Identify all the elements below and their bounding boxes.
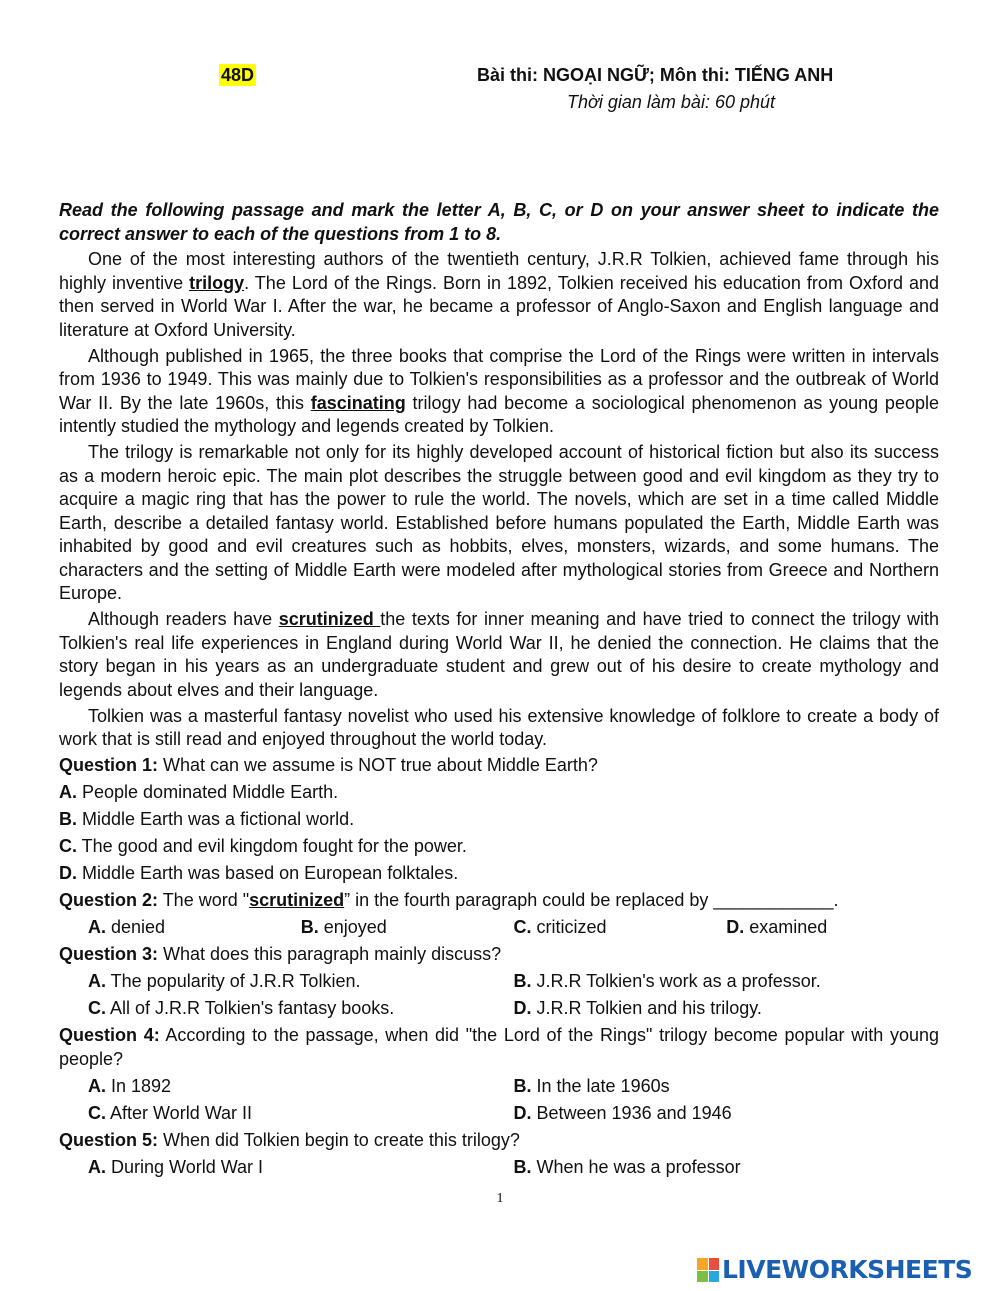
option-text: Middle Earth was a fictional world.	[77, 809, 355, 829]
option-text: J.R.R Tolkien's work as a professor.	[531, 971, 821, 991]
liveworksheets-logo-icon	[697, 1258, 719, 1282]
question-text: What can we assume is NOT true about Middle Earth?	[158, 755, 598, 775]
option-letter: D.	[59, 863, 77, 883]
option-text: Between 1936 and 1946	[531, 1102, 732, 1123]
question-text: The word "	[158, 890, 250, 910]
exam-code: 48D	[221, 65, 255, 85]
option-letter: A.	[88, 971, 106, 991]
q2-option-d[interactable]	[726, 916, 939, 940]
q3-option-a[interactable]	[88, 970, 514, 994]
question-label: Question 4:	[59, 1025, 160, 1045]
question-1	[59, 754, 939, 778]
option-letter: A.	[88, 917, 106, 937]
question-3	[59, 943, 939, 967]
option-letter: A.	[88, 1156, 106, 1177]
passage-text: One of the most interesting authors of the twentieth century, J.R.R Tolkien, achieved fame through his highly inventive	[59, 249, 939, 293]
option-text: In 1892	[106, 1075, 172, 1096]
q2-option-a[interactable]	[88, 916, 301, 940]
option-text: After World War II	[106, 1102, 253, 1123]
q1-option-c[interactable]	[59, 835, 939, 859]
q3-option-c[interactable]	[88, 997, 514, 1021]
passage-paragraph-2	[59, 345, 939, 439]
option-text: All of J.R.R Tolkien's fantasy books.	[106, 998, 395, 1018]
option-text: denied	[106, 917, 166, 937]
q2-option-b[interactable]	[301, 916, 514, 940]
option-text: In the late 1960s	[531, 1075, 670, 1096]
question-label: Question 3:	[59, 944, 159, 964]
option-text: criticized	[531, 917, 607, 937]
option-text: People dominated Middle Earth.	[77, 782, 339, 802]
option-text: J.R.R Tolkien and his trilogy.	[531, 998, 762, 1018]
q1-option-a[interactable]	[59, 781, 939, 805]
option-letter: C.	[513, 917, 532, 937]
q2-options	[59, 916, 939, 940]
q4-option-d[interactable]	[514, 1102, 940, 1126]
q3-options-row-2	[59, 997, 939, 1021]
option-letter: B.	[513, 971, 532, 991]
option-letter: D.	[513, 998, 532, 1018]
keyword-trilogy: trilogy	[189, 272, 245, 293]
brand-name: LIVEWORKSHEETS	[722, 1255, 973, 1284]
question-label: Question 5:	[59, 1129, 159, 1150]
q3-option-b[interactable]	[514, 970, 940, 994]
question-text: According to the passage, when did "the Lord of the Rings" trilogy become popular with young people?	[59, 1025, 939, 1069]
passage-text: the texts for inner meaning and have tried to connect the trilogy with Tolkien's real life experiences in England during World War II, he denied the connection. He claims that the story began in his years as an undergraduate student and grew out of his desire to create mythology and legends about elves and their language.	[59, 609, 939, 700]
option-letter: A.	[88, 1075, 106, 1096]
option-letter: C.	[59, 836, 77, 856]
q4-options-row-2	[59, 1102, 939, 1126]
q5-options-row-1	[59, 1156, 939, 1180]
q3-option-d[interactable]	[514, 997, 940, 1021]
option-text: The popularity of J.R.R Tolkien.	[106, 971, 361, 991]
q4-option-c[interactable]	[88, 1102, 514, 1126]
q5-option-b[interactable]	[514, 1156, 940, 1180]
worksheet-content	[59, 199, 939, 1183]
question-2	[59, 889, 939, 913]
q1-option-d[interactable]	[59, 862, 939, 886]
question-label: Question 1:	[59, 755, 159, 775]
question-text: ” in the fourth paragraph could be replaced by ____________.	[344, 890, 839, 910]
q4-options-row-1	[59, 1075, 939, 1099]
option-letter: D.	[726, 917, 745, 937]
question-4	[59, 1024, 939, 1071]
option-text: examined	[744, 917, 828, 937]
option-text: During World War I	[106, 1156, 264, 1177]
instructions: Read the following passage and mark the letter A, B, C, or D on your answer sheet to indicate the correct answer to each of the questions from 1 to 8.	[59, 200, 939, 244]
option-letter: B.	[513, 1156, 532, 1177]
page-number: 1	[496, 1191, 504, 1206]
liveworksheets-brand[interactable]	[697, 1255, 972, 1285]
option-text: When he was a professor	[531, 1156, 741, 1177]
question-5	[59, 1129, 939, 1153]
passage-paragraph-3: The trilogy is remarkable not only for its highly developed account of historical fiction but also its success as a modern heroic epic. The main plot describes the struggle between good and evil kingdom as they try to acquire a magic ring that has the power to rule the world. The novels, which are set in a time called Middle Earth, describe a detailed fantasy world. Established before humans populated the Earth, Middle Earth was inhabited by good and evil creatures such as hobbits, elves, monsters, wizards, and some humans. The characters and the setting of Middle Earth were modeled after mythological stories from Greece and Northern Europe.	[59, 442, 939, 603]
passage-paragraph-4	[59, 608, 939, 702]
q4-option-b[interactable]	[514, 1075, 940, 1099]
passage-text: Although readers have	[88, 609, 279, 629]
keyword-fascinating: fascinating	[310, 392, 406, 413]
option-letter: D.	[513, 1102, 532, 1123]
passage-text: trilogy had become a sociological phenomenon as young people intently studied the mythology and legends created by Tolkien.	[59, 392, 939, 436]
option-letter: B.	[300, 917, 319, 937]
question-text: When did Tolkien begin to create this trilogy?	[158, 1129, 520, 1150]
passage-text: . The Lord of the Rings. Born in 1892, Tolkien received his education from Oxford and then served in World War I. After the war, he became a professor of Anglo-Saxon and English language and literature at Oxford University.	[59, 272, 940, 340]
option-letter: B.	[59, 809, 77, 829]
question-text: What does this paragraph mainly discuss?	[158, 944, 502, 964]
option-letter: B.	[513, 1075, 532, 1096]
question-keyword: scrutinized	[249, 890, 345, 910]
exam-time: Thời gian làm bài: 60 phút	[567, 92, 776, 112]
q2-option-c[interactable]	[514, 916, 727, 940]
q1-option-b[interactable]	[59, 808, 939, 832]
q3-options-row-1	[59, 970, 939, 994]
option-letter: A.	[59, 782, 77, 802]
passage-paragraph-1	[59, 248, 939, 342]
passage-text: Although published in 1965, the three books that comprise the Lord of the Rings were written in intervals from 1936 to 1949. This was mainly due to Tolkien's responsibilities as a professor and the outbreak of World War II. By the late 1960s, this	[59, 345, 939, 413]
option-text: Middle Earth was based on European folktales.	[77, 863, 459, 883]
passage-paragraph-5: Tolkien was a masterful fantasy novelist who used his extensive knowledge of folklore to create a body of work that is still read and enjoyed throughout the world today.	[59, 705, 939, 749]
q5-option-a[interactable]	[88, 1156, 514, 1180]
exam-title: Bài thi: NGOẠI NGỮ; Môn thi: TIẾNG ANH	[477, 65, 834, 85]
option-text: The good and evil kingdom fought for the power.	[77, 836, 467, 856]
option-letter: C.	[88, 1102, 106, 1123]
keyword-scrutinized: scrutinized	[278, 609, 381, 629]
option-letter: C.	[88, 998, 106, 1018]
option-text: enjoyed	[318, 917, 387, 937]
question-label: Question 2:	[59, 890, 159, 910]
q4-option-a[interactable]	[88, 1075, 514, 1099]
